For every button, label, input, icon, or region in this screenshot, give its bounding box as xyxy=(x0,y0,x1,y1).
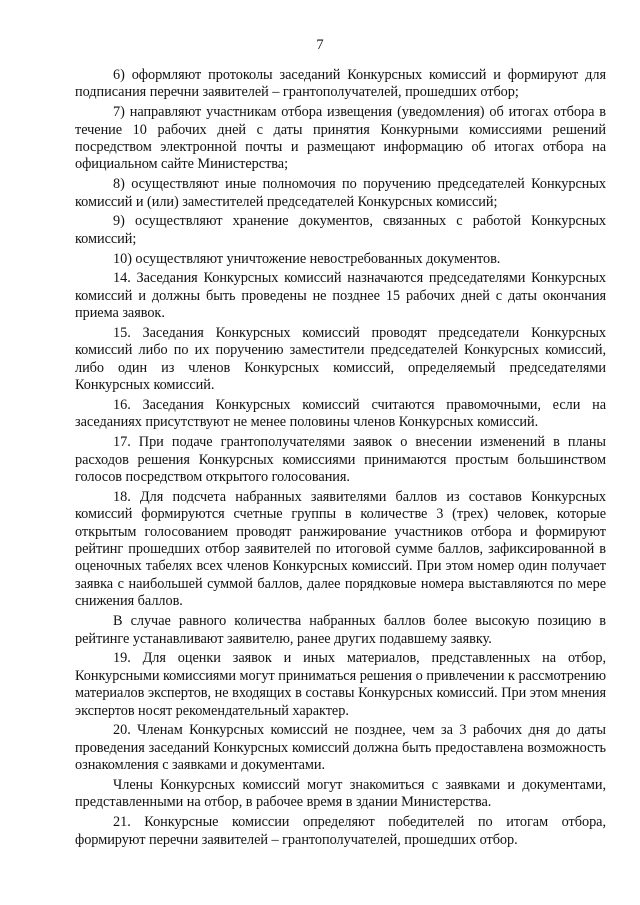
paragraph-item-7: 7) направляют участникам отбора извещения (уведомления) об итогах отбора в течение 10 рабочих дней с даты принятия Конкурными комиссиями решений посредством электронной почты и размещают информацию об итогах отбора на официальном сайте Министерства; xyxy=(75,104,606,173)
paragraph-section-16: 16. Заседания Конкурсных комиссий считаются правомочными, если на заседаниях присутствуют не менее половины членов Конкурсных комиссий. xyxy=(75,397,606,431)
paragraph-section-18: 18. Для подсчета набранных заявителями баллов из составов Конкурсных комиссий формируются счетные группы в количестве 3 (трех) человек, которые открытым голосованием проводят ранжирование участников отбора и формируют рейтинг прошедших отбор заявителей по итоговой сумме баллов, зафиксированной в оценочных табелях всех членов Конкурсных комиссий. При этом номер один получает заявка с наибольшей суммой баллов, далее порядковые номера выставляются по мере снижения баллов. xyxy=(75,488,606,610)
paragraph-item-9: 9) осуществляют хранение документов, связанных с работой Конкурсных комиссий; xyxy=(75,213,606,247)
paragraph-item-8: 8) осуществляют иные полномочия по поручению председателей Конкурсных комиссий и (или) заместителей председателей Конкурсных комиссий; xyxy=(75,176,606,210)
paragraph-section-20-members: Члены Конкурсных комиссий могут знакомиться с заявками и документами, представленными на отбор, в рабочее время в здании Министерства. xyxy=(75,776,606,811)
paragraph-section-17: 17. При подаче грантополучателями заявок о внесении изменений в планы расходов решения Конкурсных комиссиями принимаются простым большинством голосов посредством открытого голосования. xyxy=(75,434,606,486)
paragraph-section-14: 14. Заседания Конкурсных комиссий назначаются председателями Конкурсных комиссий и должны быть проведены не позднее 15 рабочих дней с даты окончания приема заявок. xyxy=(75,270,606,322)
paragraph-item-10: 10) осуществляют уничтожение невостребованных документов. xyxy=(113,250,501,267)
paragraph-section-19: 19. Для оценки заявок и иных материалов, представленных на отбор, Конкурсными комиссиями могут приниматься решения о привлечении к рассмотрению материалов экспертов, не входящих в составы Конкурсных комиссий. При этом мнения экспертов носят рекомендательный характер. xyxy=(75,650,606,719)
document-body xyxy=(75,67,606,849)
page-number: 7 xyxy=(316,37,324,53)
paragraph-section-15: 15. Заседания Конкурсных комиссий проводят председатели Конкурсных комиссий либо по их поручению заместители председателей Конкурсных комиссий, либо один из членов Конкурсных комиссий, определяемый председателями Конкурсных комиссий. xyxy=(75,325,606,394)
paragraph-section-18-tie: В случае равного количества набранных баллов более высокую позицию в рейтинге устанавливают заявителю, ранее других подавшему заявку. xyxy=(75,613,606,647)
paragraph-section-20: 20. Членам Конкурсных комиссий не позднее, чем за 3 рабочих дня до даты проведения заседаний Конкурсных комиссий должна быть предоставлена возможность ознакомления с заявками и документами. xyxy=(75,722,606,774)
paragraph-item-6: 6) оформляют протоколы заседаний Конкурсных комиссий и формируют для подписания перечни заявителей – грантополучателей, прошедших отбор; xyxy=(75,67,606,101)
paragraph-section-21: 21. Конкурсные комиссии определяют победителей по итогам отбора, формируют перечни заявителей – грантополучателей, прошедших отбор. xyxy=(75,814,606,848)
